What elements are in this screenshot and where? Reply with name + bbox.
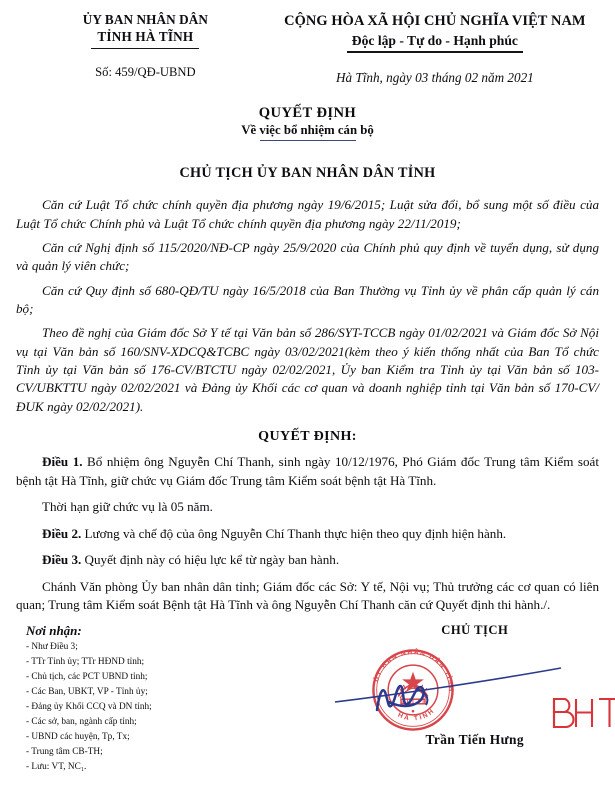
- article-item: [16, 551, 599, 570]
- issuing-officer-title: CHỦ TỊCH ỦY BAN NHÂN DÂN TỈNH: [179, 165, 436, 182]
- article-label: Điều 3.: [42, 552, 82, 568]
- preamble-paragraph: Căn cứ Quy định số 680-QĐ/TU ngày 16/5/2018 của Ban Thường vụ Tỉnh ủy về phân cấp quản lý cán bộ;: [16, 282, 599, 317]
- document-body: [0, 196, 615, 615]
- place-date-line: Hà Tĩnh, ngày 03 tháng 02 năm 2021: [335, 69, 534, 85]
- list-item: - Trung tâm CB-TH;: [26, 747, 103, 758]
- article-text: Bổ nhiệm ông Nguyễn Chí Thanh, sinh ngày 10/12/1976, Phó Giám đốc Trung tâm Kiểm soát bệnh tật Hà Tĩnh, giữ chức vụ Giám đốc Trung tâm Kiểm soát bệnh tật Hà Tĩnh.: [16, 453, 600, 488]
- seal-and-signature-stage: [349, 638, 601, 736]
- preamble-paragraph: Căn cứ Luật Tổ chức chính quyền địa phương ngày 19/6/2015; Luật sửa đổi, bổ sung một số điều của Luật Tổ chức Chính phủ và Luật Tổ chức chính quyền địa phương ngày 22/11/2019;: [16, 197, 599, 231]
- signature-block: [349, 623, 601, 775]
- article-label: Điều 2.: [42, 525, 82, 541]
- signer-name: Trần Tiến Hưng: [425, 732, 525, 748]
- recipients-heading: Nơi nhận:: [26, 623, 82, 639]
- preamble-paragraph: Theo đề nghị của Giám đốc Sở Y tế tại Văn bản số 286/SYT-TCCB ngày 01/02/2021 và Giám đốc Sở Nội vụ tại Văn bản số 160/SNV-XDCQ&TCBC ngày 03/02/2021(kèm theo ý kiến thống nhất của Ban Tổ chức Tỉnh ủy tại Văn bản số 176-CV/BTCTU ngày 02/02/2021, Ủy ban Kiểm tra Tỉnh ủy tại Văn bản số 103-CV/UBKTTU ngày 02/02/2021 và Đảng ủy Khối các cơ quan và doanh nghiệp tỉnh tại Văn bản số 170-CV/ĐUK ngày 02/02/2021).: [16, 325, 599, 414]
- svg-text:ỦY BAN NHÂN DÂN TỈNH: ỦY BAN NHÂN DÂN TỈNH: [372, 649, 454, 693]
- issuing-authority-block: [18, 12, 273, 80]
- article-text: Thời hạn giữ chức vụ là 05 năm.: [42, 499, 213, 515]
- authority-line-1: ỦY BAN NHÂN DÂN: [82, 12, 208, 27]
- document-title: QUYẾT ĐỊNH: [258, 104, 357, 121]
- article-text: Chánh Văn phòng Ủy ban nhân dân tỉnh; Giám đốc các Sở: Y tế, Nội vụ; Thủ trưởng các cơ quan có liên quan; Trung tâm Kiểm soát Bệnh tật Hà Tĩnh và ông Nguyễn Chí Thanh căn cứ Quyết định thi hành./.: [16, 578, 599, 613]
- list-item: - Như Điều 3;: [26, 642, 78, 653]
- article-label: Điều 1.: [42, 453, 83, 469]
- document-footer: [0, 623, 615, 775]
- article-text: Lương và chế độ của ông Nguyễn Chí Thanh thực hiện theo quy định hiện hành.: [81, 525, 507, 541]
- national-motto: Độc lập - Tự do - Hạnh phúc: [351, 32, 518, 48]
- list-item: - Chủ tịch, các PCT UBND tỉnh;: [26, 672, 148, 683]
- document-header: [0, 0, 615, 86]
- motto-underline: [347, 51, 523, 53]
- svg-text:HÀ TĨNH: HÀ TĨNH: [396, 707, 437, 723]
- national-name: CỘNG HÒA XÃ HỘI CHỦ NGHĨA VIỆT NAM: [284, 13, 586, 29]
- article-item: [16, 498, 599, 517]
- signer-title: CHỦ TỊCH: [441, 623, 509, 638]
- document-subtitle: Về việc bổ nhiệm cán bộ: [241, 122, 374, 137]
- recipients-list: [26, 640, 349, 775]
- recipients-block: [14, 623, 349, 775]
- list-item: - Các sở, ban, ngành cấp tỉnh;: [26, 717, 137, 728]
- article-item: [16, 578, 599, 615]
- list-item: - Đảng ủy Khối CCQ và DN tỉnh;: [26, 702, 152, 713]
- authority-line-2: TỈNH HÀ TĨNH: [97, 28, 194, 44]
- preamble-paragraph: Căn cứ Nghị định số 115/2020/NĐ-CP ngày 25/9/2020 của Chính phủ quy định về tuyển dụng, sử dụng và quản lý viên chức;: [16, 240, 599, 274]
- article-item: [16, 525, 599, 544]
- article-item: [16, 453, 599, 490]
- decision-heading: QUYẾT ĐỊNH:: [258, 428, 357, 444]
- document-number: Số: 459/QĐ-UBND: [95, 65, 196, 80]
- list-item: - UBND các huyện, Tp, Tx;: [26, 732, 130, 743]
- title-block: [0, 105, 615, 141]
- bht-watermark-logo: [549, 694, 615, 734]
- authority-underline: [91, 48, 199, 50]
- official-seal-icon: [367, 644, 459, 736]
- article-text: Quyết định này có hiệu lực kể từ ngày ban hành.: [81, 552, 340, 568]
- list-item: - Các Ban, UBKT, VP - Tỉnh ủy;: [26, 687, 148, 698]
- list-item: - Lưu: VT, NC₁.: [26, 762, 87, 773]
- national-heading-block: [273, 12, 597, 86]
- list-item: - TTr Tỉnh ủy; TTr HĐND tỉnh;: [26, 657, 145, 668]
- title-underline: [260, 140, 356, 141]
